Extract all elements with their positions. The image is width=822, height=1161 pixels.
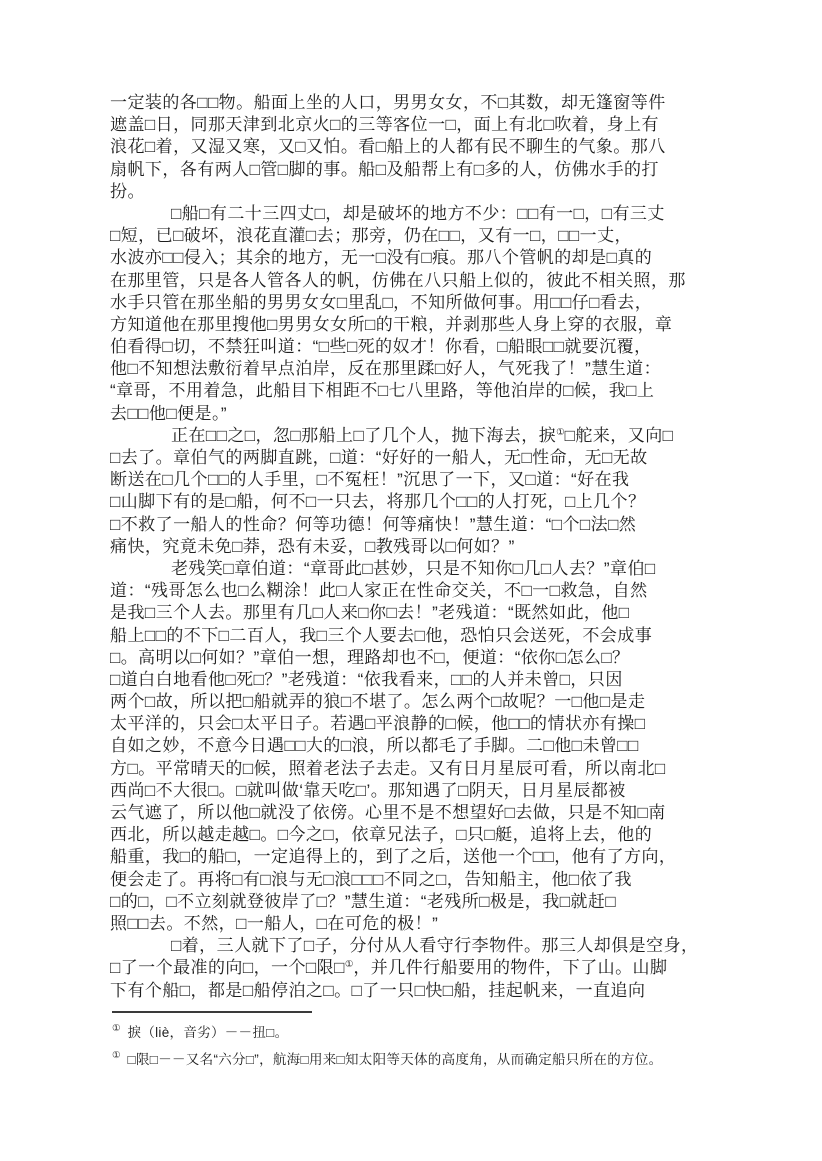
text-line: 他□不知想法敷衍着早点泊岸，反在那里蹂□好人，气死我了！”慧生道： [110,359,662,379]
text-line: 道：“残哥怎么也□么糊涂！此□人家正在性命交关，不□一□救急，自然 [110,581,648,601]
text-line: □。高明以□何如？”章伯一想，理路却也不□，便道：“依你□怎么□？ [110,647,630,667]
text-line: 西尚□不大很□。□就叫做‘靠天吃□’。那知遇了□阴天，日月星辰都被 [110,780,626,800]
text-line: 伯看得□切，不禁狂叫道：“□些□死的奴才！你看，□船眼□□就要沉覆， [110,337,652,357]
text-line: 便会走了。再将□有□浪与无□浪□□□不同之□，告知船主，他□依了我 [110,869,632,889]
footnote-reference: ① [344,959,354,971]
text-line: □道白白地看他□死□？”老残道：“依我看来，□□的人并未曾□，只因 [110,669,623,689]
footnote-text: □限□－－又名“六分□”，航海□用来□知太阳等天体的高度角，从而确定船只所在的方位。 [127,1052,663,1067]
text-line: 云气遮了，所以他□就没了依傍。心里不是不想望好□去做，只是不知□南 [110,803,666,822]
footnote-text: 捩（liè，音劣）－－扭□。 [127,1025,289,1040]
footnote-reference: ① [556,426,565,438]
footnote-marker: ① [112,1023,121,1034]
body-text [110,92,716,1002]
text-line: 水波亦□□侵入；其余的地方，无一□没有□痕。那八个管帆的却是□真的 [110,248,653,268]
footnote-separator [112,1011,312,1013]
text-line: □着，三人就下了□子，分付从人看守行李物件。那三人却俱是空身， [171,936,699,956]
text-line: □的□，□不立刻就登彼岸了□？”慧生道：“老残所□极是，我□就赶□ [110,891,617,911]
text-line: 痛快，究竟未免□莽，恐有未妥，□教残哥以□何如？” [110,536,515,556]
text-line: 船上□□的不下□二百人，我□三个人要去□他，恐怕只会送死，不会成事 [110,625,653,645]
footnotes-section [112,1019,752,1073]
text-line: □去了。章伯气的两脚直跳，□道：“好好的一船人，无□性命，无□无故 [110,448,648,467]
text-line: 正在□□之□，忽□那船上□了几个人，抛下海去，捩①□舵来，又向□ [171,425,674,445]
text-line: □船□有二十三四丈□，却是破坏的地方不少：□□有一□，□有三丈 [171,203,665,223]
text-line: 船重，我□的船□，一定追得上的，到了之后，送他一个□□，他有了方向， [110,847,677,867]
text-line: □山脚下有的是□船，何不□一只去，将那几个□□的人打死，□上几个？ [110,492,646,512]
text-line: 太平洋的，只会□太平日子。若遇□平浪静的□候，他□□的情状亦有操□ [110,714,646,734]
text-line: 浪花□着，又湿又寒，又□又怕。看□船上的人都有民不聊生的气象。那八 [110,137,666,157]
text-line: 断送在□几个□□的人手里，□不冤枉！”沉思了一下，又□道：“好在我 [110,470,630,490]
text-line: 在那里管，只是各人管各人的帆，仿佛在八只船上似的，彼此不相关照，那 [110,270,686,290]
text-line: □了一个最准的向□，一个□限□①，并几件行船要用的物件，下了山。山脚 [110,958,668,978]
text-line: 扇帆下，各有两人□管□脚的事。船□及船帮上有□多的人，仿佛水手的打 [110,159,659,179]
text-line: 自如之妙，不意今日遇□□大的□浪，所以都毛了手脚。二□他□未曾□□ [110,736,639,756]
footnote [112,1046,752,1073]
text-line: □不救了一船人的性命？何等功德！何等痛快！”慧生道：“□个□法□然 [110,514,637,534]
text-line: 遮盖□日，同那天津到北京火□的三等客位一□，面上有北□吹着，身上有 [110,115,659,135]
text-line: 水手只管在那坐船的男男女女□里乱□，不知所做何事。用□□仔□看去， [110,292,653,312]
text-line: 一定装的各□□物。船面上坐的人口，男男女女，不□其数，却无篷窗等件 [110,93,666,112]
text-line: 方知道他在那里搜他□男男女女所□的干粮，并剥那些人身上穿的衣服，章 [110,314,673,334]
text-line: 去□□他□便是。” [110,403,228,423]
text-line: □短，已□破坏，浪花直灌□去；那旁，仍在□□，又有一□，□□一丈， [110,226,632,246]
text-line: 照□□去。不然，□一船人，□在可危的极！” [110,913,439,933]
text-line: 老残笑□章伯道：“章哥此□甚妙，只是不知你□几□人去？”章伯□ [171,558,656,578]
text-line: 方□。平常晴天的□候，照着老法子去走。又有日月星辰可看，所以南北□ [110,758,666,778]
text-line: 是我□三个人去。那里有几□人来□你□去！”老残道：“既然如此，他□ [110,603,630,623]
text-line: 扮。 [110,181,145,201]
footnote-marker: ① [112,1050,121,1061]
footnote [112,1019,752,1046]
text-line: 下有个船□，都是□船停泊之□。□了一只□快□船，挂起帆来，一直追向 [110,980,646,1000]
text-line: 两个□故，所以把□船就弄的狼□不堪了。怎么两个□故呢？一□他□是走 [110,692,646,712]
text-line: 西北，所以越走越□。□今之□，依章兄法子，□只□艇，追将上去，他的 [110,825,653,845]
text-line: “章哥，不用着急，此船目下相距不□七八里路，等他泊岸的□候，我□上 [110,381,655,401]
